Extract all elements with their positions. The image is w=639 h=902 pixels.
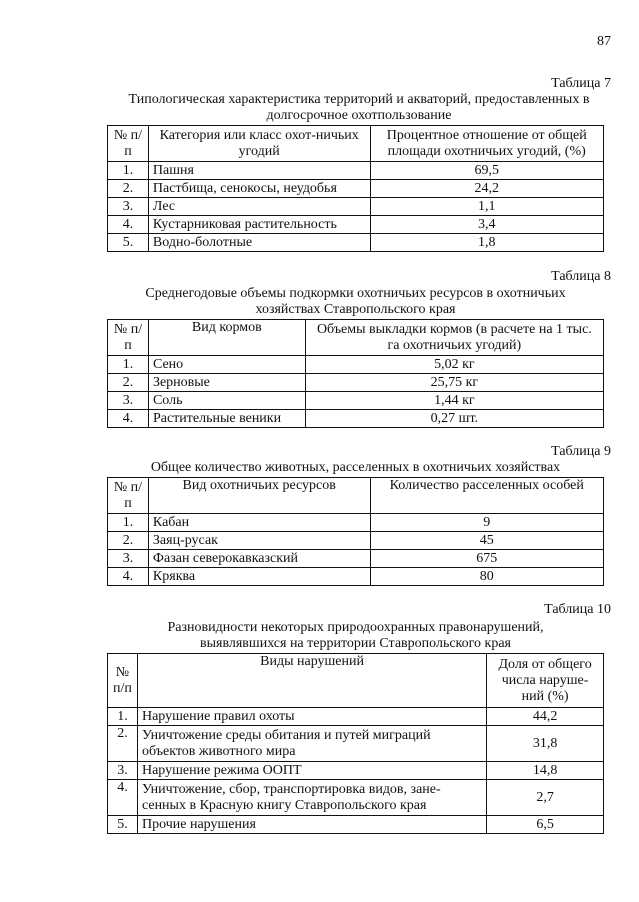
row-value: 1,8: [370, 234, 604, 252]
table8-header-row: [108, 320, 604, 356]
row-value: 45: [370, 532, 603, 550]
row-value: 3,4: [370, 216, 604, 234]
table8-caption-line1: Среднегодовые объемы подкормки охотничьих ресурсов в охотничьих: [145, 286, 566, 301]
row-value: 69,5: [370, 162, 604, 180]
row-value: 14,8: [487, 762, 604, 780]
row-name: Кряква: [148, 568, 370, 586]
row-number: 2.: [108, 180, 149, 198]
row-value: 5,02 кг: [305, 356, 603, 374]
table10-header-row: [108, 654, 604, 708]
row-number: 4.: [108, 780, 138, 816]
row-name: Уничтожение среды обитания и путей миграций объектов животного мира: [137, 726, 486, 762]
table10-caption: [107, 620, 604, 652]
row-name: Уничтожение, сбор, транспортировка видов, зане-сенных в Красную книгу Ставропольского края: [137, 780, 486, 816]
row-number: 1.: [108, 514, 149, 532]
table10-header-share: Доля от общего числа наруше-ний (%): [487, 654, 604, 708]
row-number: 3.: [108, 392, 149, 410]
row-number: 3.: [108, 550, 149, 568]
row-name: Зерновые: [148, 374, 305, 392]
row-value: 1,1: [370, 198, 604, 216]
row-name: Пастбища, сенокосы, неудобья: [148, 180, 370, 198]
table-row: [108, 568, 604, 586]
row-number: 1.: [108, 356, 149, 374]
table10-header-violations: Виды нарушений: [137, 654, 486, 708]
table-row: [108, 514, 604, 532]
row-value: 25,75 кг: [305, 374, 603, 392]
table7: [107, 125, 604, 252]
table7-caption: [100, 92, 618, 124]
table7-header-category: Категория или класс охот-ничьих угодий: [148, 126, 370, 162]
row-name: Кустарниковая растительность: [148, 216, 370, 234]
table9-header-number: № п/п: [108, 478, 149, 514]
row-number: 3.: [108, 198, 149, 216]
row-value: 24,2: [370, 180, 604, 198]
table-row: [108, 816, 604, 834]
table-row: [108, 410, 604, 428]
row-name: Водно-болотные: [148, 234, 370, 252]
row-name: Фазан северокавказский: [148, 550, 370, 568]
row-value: 31,8: [487, 726, 604, 762]
table-row: [108, 356, 604, 374]
table9: [107, 477, 604, 586]
row-number: 1.: [108, 162, 149, 180]
table10-caption-line1: Разновидности некоторых природоохранных правонарушений,: [167, 620, 544, 635]
table8-header-number: № п/п: [108, 320, 149, 356]
table10: [107, 653, 604, 834]
table7-header-number: № п/п: [108, 126, 149, 162]
row-name: Сено: [148, 356, 305, 374]
table9-header-row: [108, 478, 604, 514]
row-number: 2.: [108, 374, 149, 392]
row-name: Нарушение правил охоты: [137, 708, 486, 726]
row-value: 6,5: [487, 816, 604, 834]
row-name: Прочие нарушения: [137, 816, 486, 834]
table10-label: Таблица 10: [544, 602, 611, 617]
table7-header-percent: Процентное отношение от общей площади охотничьих угодий, (%): [370, 126, 604, 162]
row-value: 9: [370, 514, 603, 532]
table8-label: Таблица 8: [551, 269, 611, 284]
table-row: [108, 374, 604, 392]
row-name: Нарушение режима ООПТ: [137, 762, 486, 780]
row-number: 4.: [108, 568, 149, 586]
table8-header-volume: Объемы выкладки кормов (в расчете на 1 тыс. га охотничьих угодий): [305, 320, 603, 356]
table-row: [108, 762, 604, 780]
row-name: Лес: [148, 198, 370, 216]
table9-header-count: Количество расселенных особей: [370, 478, 603, 514]
table10-header-number: № п/п: [108, 654, 138, 708]
row-value: 80: [370, 568, 603, 586]
row-value: 44,2: [487, 708, 604, 726]
row-number: 2.: [108, 532, 149, 550]
row-number: 4.: [108, 216, 149, 234]
row-name: Пашня: [148, 162, 370, 180]
row-name: Соль: [148, 392, 305, 410]
table7-header-row: [108, 126, 604, 162]
row-value: 675: [370, 550, 603, 568]
row-number: 2.: [108, 726, 138, 762]
page-number: 87: [597, 34, 611, 49]
table9-label: Таблица 9: [551, 444, 611, 459]
table-row: [108, 780, 604, 816]
table-row: [108, 392, 604, 410]
row-name: Заяц-русак: [148, 532, 370, 550]
table7-caption-line1: Типологическая характеристика территорий и акваторий, предоставленных в: [128, 92, 590, 107]
table8-caption-line2: хозяйствах Ставропольского края: [255, 302, 456, 317]
table8: [107, 319, 604, 428]
table-row: [108, 726, 604, 762]
table8-caption: [107, 286, 604, 318]
table-row: [108, 216, 604, 234]
table9-header-species: Вид охотничьих ресурсов: [148, 478, 370, 514]
row-number: 4.: [108, 410, 149, 428]
table-row: [108, 234, 604, 252]
table-row: [108, 198, 604, 216]
row-name: Кабан: [148, 514, 370, 532]
row-value: 2,7: [487, 780, 604, 816]
table-row: [108, 708, 604, 726]
table7-caption-line2: долгосрочное охотпользование: [266, 108, 452, 123]
table8-header-feed: Вид кормов: [148, 320, 305, 356]
row-value: 1,44 кг: [305, 392, 603, 410]
table9-caption-line1: Общее количество животных, расселенных в охотничьих хозяйствах: [150, 460, 561, 475]
row-name: Растительные веники: [148, 410, 305, 428]
row-number: 5.: [108, 816, 138, 834]
row-value: 0,27 шт.: [305, 410, 603, 428]
table10-caption-line2: выявлявшихся на территории Ставропольского края: [200, 636, 511, 651]
table-row: [108, 532, 604, 550]
table7-label: Таблица 7: [551, 76, 611, 91]
table-row: [108, 162, 604, 180]
row-number: 1.: [108, 708, 138, 726]
table9-caption: [107, 460, 604, 476]
table-row: [108, 550, 604, 568]
row-number: 3.: [108, 762, 138, 780]
table-row: [108, 180, 604, 198]
row-number: 5.: [108, 234, 149, 252]
